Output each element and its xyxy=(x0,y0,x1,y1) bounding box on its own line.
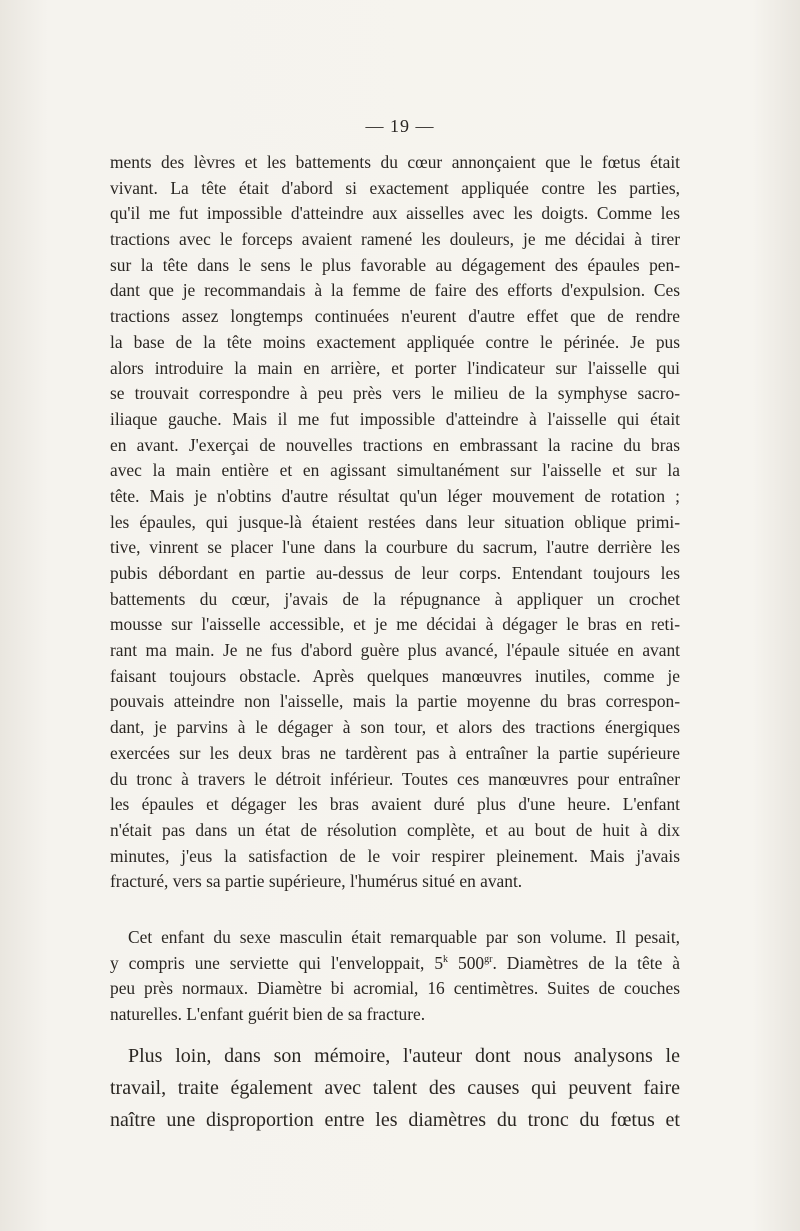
text-line: battements du cœur, j'avais de la répugnance à appliquer un crochet xyxy=(110,588,680,609)
text-line: Plus loin, dans son mémoire, l'auteur dont nous analysons le xyxy=(128,1045,680,1067)
text-line: dant que je recommandais à la femme de faire des efforts d'expulsion. Ces xyxy=(110,280,680,301)
text-line: minutes, j'eus la satisfaction de le voir respirer pleinement. Mais j'avais xyxy=(110,845,680,866)
text-line: rant ma main. Je ne fus d'abord guère plus avancé, l'épaule située en avant xyxy=(110,640,680,661)
page-number: — 19 — xyxy=(365,116,435,136)
text-line: Cet enfant du sexe masculin était remarquable par son volume. Il pesait, xyxy=(128,927,680,947)
text-line: fracturé, vers sa partie supérieure, l'humérus situé en avant. xyxy=(110,871,523,892)
text-line: tractions avec le forceps avaient ramené les douleurs, je me décidai à tirer xyxy=(110,229,680,250)
text-fragment: y compris une serviette qui l'enveloppait, 5 xyxy=(110,952,444,973)
unit-kilogram: k xyxy=(443,953,449,965)
paragraph-child-description xyxy=(110,925,680,1028)
text-line: travail, traite également avec talent des causes qui peuvent faire xyxy=(110,1077,680,1099)
text-line: pubis débordant en partie au-dessus de leur corps. Entendant toujours les xyxy=(110,563,680,583)
text-line: les épaules et dégager les bras avaient duré plus d'une heure. L'enfant xyxy=(110,794,680,815)
text-line: exercées sur les deux bras ne tardèrent pas à entraîner la partie supérieure xyxy=(110,742,680,763)
text-line: ments des lèvres et les battements du cœur annonçaient que le fœtus était xyxy=(110,152,680,172)
text-line: sur la tête dans le sens le plus favorable au dégagement des épaules pen- xyxy=(110,254,680,275)
text-line: naître une disproportion entre les diamètres du tronc du fœtus et xyxy=(110,1109,680,1131)
text-line: en avant. J'exerçai de nouvelles tractions en embrassant la racine du bras xyxy=(110,434,680,455)
text-line: dant, je parvins à le dégager à son tour, et alors des tractions énergiques xyxy=(110,717,680,738)
text-line: vivant. La tête était d'abord si exactement appliquée contre les parties, xyxy=(110,177,680,198)
text-line: la base de la tête moins exactement appliquée contre le périnée. Je pus xyxy=(110,331,680,352)
text-line: du tronc à travers le détroit inférieur. Toutes ces manœuvres pour entraîner xyxy=(110,768,680,789)
text-line: mousse sur l'aisselle accessible, et je me décidai à dégager le bras en reti- xyxy=(110,614,680,635)
text-line: tive, vinrent se placer l'une dans la courbure du sacrum, l'autre derrière les xyxy=(110,537,680,558)
text-line: iliaque gauche. Mais il me fut impossible d'atteindre à l'aisselle qui était xyxy=(110,408,680,429)
text-line: les épaules, qui jusque-là étaient restées dans leur situation oblique primi- xyxy=(110,511,680,532)
text-line: qu'il me fut impossible d'atteindre aux aisselles avec les doigts. Comme les xyxy=(110,203,680,224)
text-line: peu près normaux. Diamètre bi acromial, 16 centimètres. Suites de couches xyxy=(110,978,680,999)
text-line: se trouvait correspondre à peu près vers le milieu de la symphyse sacro- xyxy=(110,383,680,404)
paragraph-analysis xyxy=(110,1040,680,1136)
text-line: alors introduire la main en arrière, et porter l'indicateur sur l'aisselle qui xyxy=(110,357,680,378)
paragraph-case-report xyxy=(110,150,680,895)
text-fragment: 500 xyxy=(448,952,485,973)
text-line: n'était pas dans un état de résolution complète, et au bout de huit à dix xyxy=(110,819,680,840)
text-line xyxy=(110,951,680,977)
text-line: tête. Mais je n'obtins d'autre résultat qu'un léger mouvement de rotation ; xyxy=(110,485,680,506)
unit-gram: gr xyxy=(484,953,493,965)
text-line: pouvais atteindre non l'aisselle, mais la partie moyenne du bras correspon- xyxy=(110,691,680,712)
text-line: naturelles. L'enfant guérit bien de sa fracture. xyxy=(110,1004,426,1025)
text-fragment: . Diamètres de la tête à xyxy=(492,952,680,973)
text-line: tractions assez longtemps continuées n'eurent d'autre effet que de rendre xyxy=(110,306,680,327)
text-line: faisant toujours obstacle. Après quelques manœuvres inutiles, comme je xyxy=(110,665,680,686)
text-line: avec la main entière et en agissant simultanément sur l'aisselle et sur la xyxy=(110,460,680,481)
